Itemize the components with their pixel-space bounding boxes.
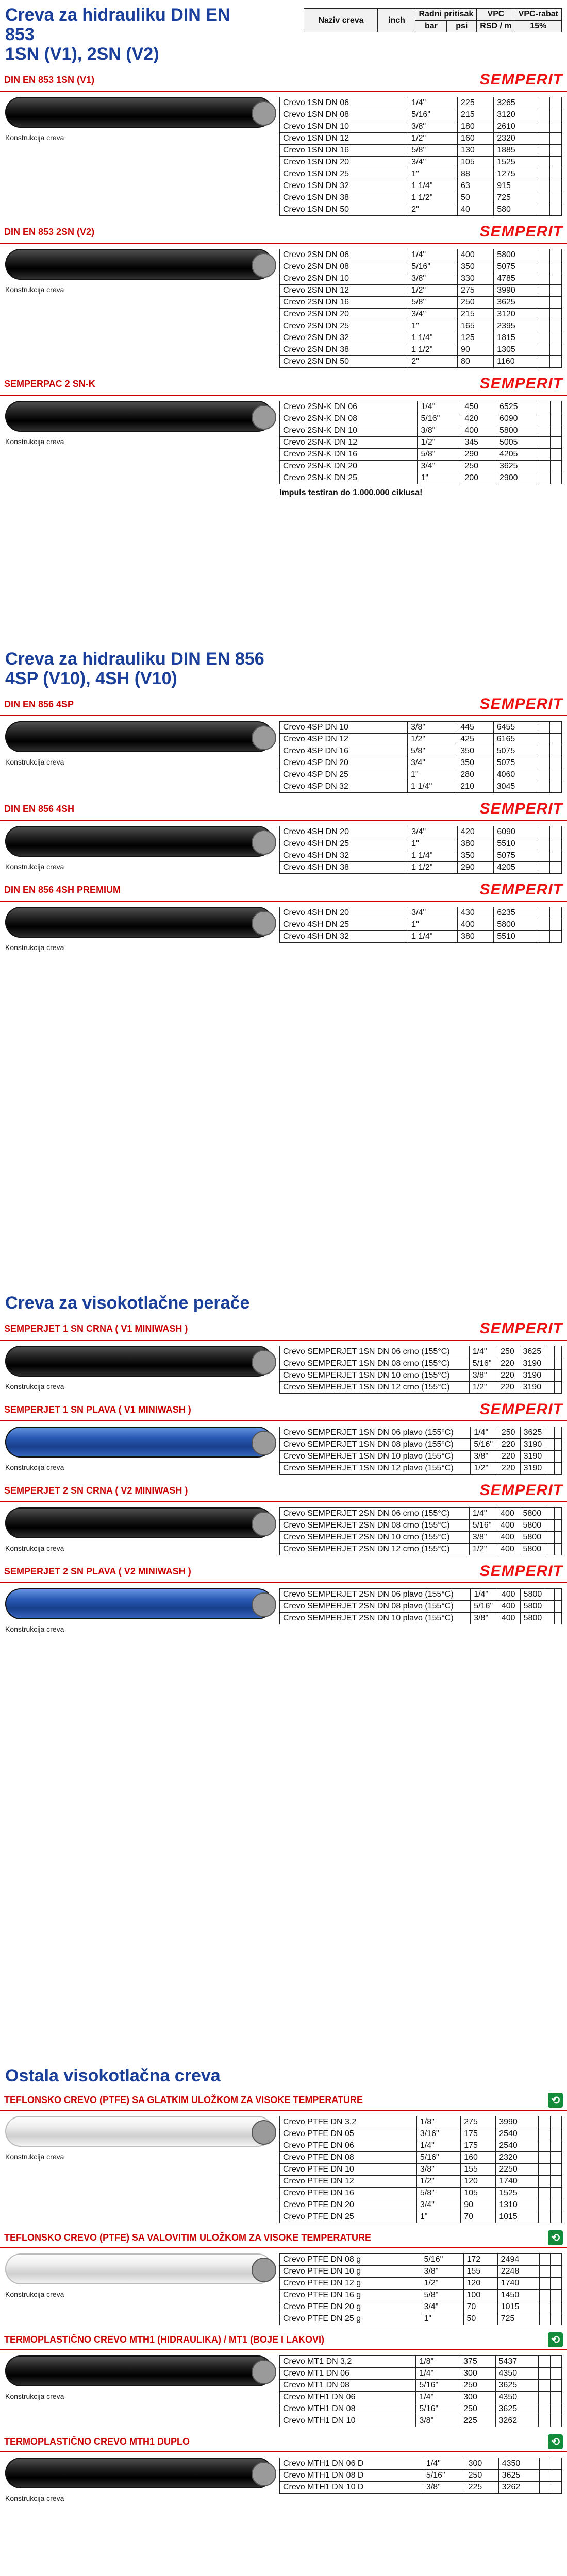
- col-rsd: RSD / m: [477, 21, 515, 32]
- section-title: TEFLONSKO CREVO (PTFE) SA GLATKIM ULOŽKOM ZA VISOKE TEMPERATURE: [4, 2095, 363, 2105]
- group-2-title-line1: Creva za hidrauliku DIN EN 856: [5, 649, 264, 669]
- section-title: SEMPERJET 2 SN CRNA ( V2 MINIWASH ): [4, 1485, 188, 1496]
- eurocrevo-logo: ⟲: [548, 2434, 563, 2449]
- group-1-title-line1: Creva za hidrauliku DIN EN 853: [5, 5, 230, 44]
- section-semperjet-1sn-blue: [0, 1399, 567, 1421]
- section-title: TEFLONSKO CREVO (PTFE) SA VALOVITIM ULOŽKOM ZA VISOKE TEMPERATURE: [4, 2232, 372, 2243]
- col-vpc: VPC: [477, 9, 515, 21]
- col-pressure: Radni pritisak: [415, 9, 477, 21]
- section-title: DIN EN 856 4SP: [4, 699, 74, 709]
- table-mth1-duplo: Crevo MTH1 DN 06 D 1/4" 300 4350 Crevo MTH1 DN 08 D 5/16" 250 3625 Crevo MTH1 DN 10 D 3/8" 225 3262: [279, 2458, 562, 2494]
- section-title: SEMPERJET 1 SN PLAVA ( V1 MINIWASH ): [4, 1404, 191, 1415]
- section-title: TERMOPLASTIČNO CREVO MTH1 (HIDRAULIKA) / MT1 (BOJE I LAKOVI): [4, 2334, 324, 2345]
- table-1sn: Crevo 1SN DN 06 1/4" 225 3265 Crevo 1SN DN 08 5/16" 215 3120 Crevo 1SN DN 10 3/8" 180 2610 Crevo 1SN DN 12 1/2" 160 2320 Crevo 1SN DN 16 5/8" 130 1885 Crevo 1SN DN 20 3/4" 105 1525 Crevo 1SN DN 25 1" 88 1275 Crevo 1SN DN 32 1 1/4" 63 915 Crevo 1SN DN 38 1 1/2" 50 725 Crevo 1SN DN 50 2" 40 580: [279, 97, 562, 216]
- hose-image-mth1-duplo: [5, 2458, 273, 2488]
- table-4sp: Crevo 4SP DN 10 3/8" 445 6455 Crevo 4SP DN 12 1/2" 425 6165 Crevo 4SP DN 16 5/8" 350 5075 Crevo 4SP DN 20 3/4" 350 5075 Crevo 4SP DN 25 1" 280 4060 Crevo 4SP DN 32 1 1/4" 210 3045: [279, 721, 562, 793]
- col-15: 15%: [515, 21, 561, 32]
- col-bar: bar: [415, 21, 447, 32]
- table-semperjet-2sn-blue: Crevo SEMPERJET 2SN DN 06 plavo (155°C) 1/4" 400 5800 Crevo SEMPERJET 2SN DN 08 plavo (155°C) 5/16" 400 5800 Crevo SEMPERJET 2SN DN 10 plavo (155°C) 3/8" 400 5800: [279, 1588, 562, 1624]
- hose-image-semperjet-black: [5, 1346, 273, 1377]
- brand-logo: SEMPERIT: [479, 71, 563, 88]
- col-inch: inch: [378, 9, 415, 32]
- group-3: Creva za visokotlačne perače SEMPERJET 1 SN CRNA ( V1 MINIWASH ) SEMPERIT Konstrukcija creva Crevo SEMPERJET 1SN DN 06 crno (155°C) 1/4" 250 3625 Crevo SEMPERJET 1SN DN 08 crno (155°C) 5/16" 220 3190 Crevo SEMPERJET 1SN DN 10 crno (155°C) 3/8" 220 3190 Crevo SEMPERJET 1SN DN 12 crno (155°C) 1/2" 220 3190 SEMPERJET 1 SN PLAVA ( V1 MINIWASH ) SEMPERIT Konstrukcija creva Crevo SEMPERJET 1SN DN 06 plavo (155°C) 1/4" 250 3625 Crevo SEMPERJET 1SN DN 08 plavo (155°C) 5/16" 220 3190 Crevo SEMPERJET 1SN DN 10 plavo (155°C) 3/8" 220 3190 Crevo SEMPERJET 1SN DN 12 plavo (155°C) 1/2" 220 3190 SEMPERJET 2 SN CRNA ( V2 MINIWASH ) SEMPERIT Konstrukcija creva Crevo SEMPERJET 2SN DN 06 crno (155°C) 1/4" 400 5800 Crevo SEMPERJET 2SN DN 08 crno (155°C) 5/16" 400 5800 Crevo SEMPERJET 2SN DN 10 crno (155°C) 3/8" 400 5800 Crevo SEMPERJET 2SN DN 12 crno (155°C) 1/2" 400 5800 SEMPERJET 2 SN PLAVA ( V2 MINIWASH ) SEMPERIT Konstrukcija creva Crevo SEMPERJET 2SN DN 06 plavo (155°C) 1/4" 400 5800 Crevo SEMPERJET 2SN DN 08 plavo (155°C) 5/16" 400 5800 Crevo SEMPERJET 2SN DN 10 plavo (155°C) 3/8" 400 5800: [0, 1293, 567, 1639]
- section-title: DIN EN 853 1SN (V1): [4, 74, 95, 85]
- hose-image-4sh: [5, 826, 273, 857]
- section-title: DIN EN 856 4SH PREMIUM: [4, 884, 121, 895]
- hose-image-2sn: [5, 249, 273, 280]
- table-mth1: Crevo MT1 DN 3,2 1/8" 375 5437 Crevo MT1 DN 06 1/4" 300 4350 Crevo MT1 DN 08 5/16" 250 3625 Crevo MTH1 DN 06 1/4" 300 4350 Crevo MTH1 DN 08 5/16" 250 3625 Crevo MTH1 DN 10 3/8" 225 3262: [279, 2355, 562, 2427]
- table-2sn: Crevo 2SN DN 06 1/4" 400 5800 Crevo 2SN DN 08 5/16" 350 5075 Crevo 2SN DN 10 3/8" 330 4785 Crevo 2SN DN 12 1/2" 275 3990 Crevo 2SN DN 16 5/8" 250 3625 Crevo 2SN DN 20 3/4" 215 3120 Crevo 2SN DN 25 1" 165 2395 Crevo 2SN DN 32 1 1/4" 125 1815 Crevo 2SN DN 38 1 1/2" 90 1305 Crevo 2SN DN 50 2" 80 1160: [279, 249, 562, 368]
- brand-logo: SEMPERIT: [479, 1482, 563, 1499]
- group-3-title: Creva za visokotlačne perače: [5, 1293, 250, 1313]
- group-4: Ostala visokotlačna creva TEFLONSKO CREVO (PTFE) SA GLATKIM ULOŽKOM ZA VISOKE TEMPERATURE ⟲ Konstrukcija creva Crevo PTFE DN 3,2 1/8" 275 3990 Crevo PTFE DN 05 3/16" 175 2540 Crevo PTFE DN 06 1/4" 175 2540 Crevo PTFE DN 08 5/16" 160 2320 Crevo PTFE DN 10 3/8" 155 2250 Crevo PTFE DN 12 1/2" 120 1740 Crevo PTFE DN 16 5/8" 105 1525 Crevo PTFE DN 20 3/4" 90 1310 Crevo PTFE DN 25 1" 70 1015 TEFLONSKO CREVO (PTFE) SA VALOVITIM ULOŽKOM ZA VISOKE TEMPERATURE ⟲ Konstrukcija creva Crevo PTFE DN 08 g 5/16" 172 2494 Crevo PTFE DN 10 g 3/8" 155 2248 Crevo PTFE DN 12 g 1/2" 120 1740 Crevo PTFE DN 16 g 5/8" 100 1450 Crevo PTFE DN 20 g 3/4" 70 1015 Crevo PTFE DN 25 g 1" 50 725 TERMOPLASTIČNO CREVO MTH1 (HIDRAULIKA) / MT1 (BOJE I LAKOVI) ⟲ Konstrukcija creva Crevo MT1 DN 3,2 1/8" 375 5437 Crevo MT1 DN 06 1/4" 300 4350 Crevo MT1 DN 08 5/16" 250 3625 Crevo MTH1 DN 06 1/4" 300 4350 Crevo MTH1 DN 08 5/16" 250 3625 Crevo MTH1 DN 10 3/8" 225 3262 TERMOPLASTIČNO CREVO MTH1 DUPLO ⟲ Konstrukcija creva Crevo MTH1 DN 06 D 1/4" 300 4350 Crevo MTH1 DN 08 D 5/16" 250 3625 Crevo MTH1 DN 10 D 3/8" 225 3262: [0, 2066, 567, 2508]
- eurocrevo-logo: ⟲: [548, 2230, 563, 2245]
- eurocrevo-logo: ⟲: [548, 2332, 563, 2347]
- header-table: [304, 8, 562, 32]
- section-title: SEMPERJET 1 SN CRNA ( V1 MINIWASH ): [4, 1323, 188, 1334]
- section-4sp: [0, 693, 567, 716]
- table-4sh-premium: Crevo 4SH DN 20 3/4" 430 6235 Crevo 4SH DN 25 1" 400 5800 Crevo 4SH DN 32 1 1/4" 380 5510: [279, 907, 562, 943]
- brand-logo: SEMPERIT: [479, 696, 563, 713]
- section-4sh-premium: [0, 879, 567, 902]
- section-semperpac: [0, 373, 567, 396]
- col-psi: psi: [447, 21, 477, 32]
- group-2-title-line2: 4SP (V10), 4SH (V10): [5, 669, 177, 688]
- hose-image-4sh-premium: [5, 907, 273, 938]
- section-semperjet-2sn-blue: [0, 1561, 567, 1583]
- section-din-853-2sn: [0, 221, 567, 244]
- group-4-title: Ostala visokotlačna creva: [5, 2066, 221, 2086]
- section-4sh: [0, 798, 567, 821]
- section-title: DIN EN 856 4SH: [4, 803, 75, 814]
- brand-logo: SEMPERIT: [479, 881, 563, 898]
- table-semperjet-1sn-blue: Crevo SEMPERJET 1SN DN 06 plavo (155°C) 1/4" 250 3625 Crevo SEMPERJET 1SN DN 08 plavo (155°C) 5/16" 220 3190 Crevo SEMPERJET 1SN DN 10 plavo (155°C) 3/8" 220 3190 Crevo SEMPERJET 1SN DN 12 plavo (155°C) 1/2" 220 3190: [279, 1427, 562, 1475]
- brand-logo: SEMPERIT: [479, 223, 563, 240]
- hose-image-semperjet-2sn-blue: [5, 1588, 273, 1619]
- section-title: TERMOPLASTIČNO CREVO MTH1 DUPLO: [4, 2436, 190, 2447]
- table-2snk: Crevo 2SN-K DN 06 1/4" 450 6525 Crevo 2SN-K DN 08 5/16" 420 6090 Crevo 2SN-K DN 10 3/8" 400 5800 Crevo 2SN-K DN 12 1/2" 345 5005 Crevo 2SN-K DN 16 5/8" 290 4205 Crevo 2SN-K DN 20 3/4" 250 3625 Crevo 2SN-K DN 25 1" 200 2900: [279, 401, 562, 484]
- section-title: SEMPERJET 2 SN PLAVA ( V2 MINIWASH ): [4, 1566, 191, 1577]
- section-din-853-1sn: [0, 69, 567, 92]
- hose-image-ptfe-corrugated: [5, 2253, 273, 2284]
- brand-logo: SEMPERIT: [479, 375, 563, 392]
- table-ptfe: Crevo PTFE DN 3,2 1/8" 275 3990 Crevo PTFE DN 05 3/16" 175 2540 Crevo PTFE DN 06 1/4" 175 2540 Crevo PTFE DN 08 5/16" 160 2320 Crevo PTFE DN 10 3/8" 155 2250 Crevo PTFE DN 12 1/2" 120 1740 Crevo PTFE DN 16 5/8" 105 1525 Crevo PTFE DN 20 3/4" 90 1310 Crevo PTFE DN 25 1" 70 1015: [279, 2116, 562, 2223]
- section-mth1: [0, 2330, 567, 2350]
- hose-image-2snk: [5, 401, 273, 432]
- table-4sh: Crevo 4SH DN 20 3/4" 420 6090 Crevo 4SH DN 25 1" 380 5510 Crevo 4SH DN 32 1 1/4" 350 5075 Crevo 4SH DN 38 1 1/2" 290 4205: [279, 826, 562, 874]
- section-semperjet-2sn-black: [0, 1480, 567, 1502]
- brand-logo: SEMPERIT: [479, 1563, 563, 1580]
- table-ptfe-corrugated: Crevo PTFE DN 08 g 5/16" 172 2494 Crevo PTFE DN 10 g 3/8" 155 2248 Crevo PTFE DN 12 g 1/2" 120 1740 Crevo PTFE DN 16 g 5/8" 100 1450 Crevo PTFE DN 20 g 3/4" 70 1015 Crevo PTFE DN 25 g 1" 50 725: [279, 2253, 562, 2325]
- group-1-title-line2: 1SN (V1), 2SN (V2): [5, 44, 159, 64]
- table-semperjet-2sn-black: Crevo SEMPERJET 2SN DN 06 crno (155°C) 1/4" 400 5800 Crevo SEMPERJET 2SN DN 08 crno (155°C) 5/16" 400 5800 Crevo SEMPERJET 2SN DN 10 crno (155°C) 3/8" 400 5800 Crevo SEMPERJET 2SN DN 12 crno (155°C) 1/2" 400 5800: [279, 1507, 562, 1555]
- hose-image-ptfe: [5, 2116, 273, 2147]
- col-vpc-rabat: VPC-rabat: [515, 9, 561, 21]
- hose-image-4sp: [5, 721, 273, 752]
- brand-logo: SEMPERIT: [479, 1320, 563, 1337]
- section-title: SEMPERPAC 2 SN-K: [4, 378, 95, 389]
- brand-logo: SEMPERIT: [479, 800, 563, 817]
- group-1: Creva za hidrauliku DIN EN 853 1SN (V1), 2SN (V2) Naziv creva inch Radni pritisak VPC VPC-rabat bar psi RSD / m 15% DIN EN 853 1SN (V1) SEMPERIT Konstrukcija creva Crevo 1SN DN 06 1/4" 225 3265 Crevo 1SN DN 08 5/16" 215 3120 Crevo 1SN DN 10 3/8" 180 2610 Crevo 1SN DN 12 1/2" 160 2320 Crevo 1SN DN 16 5/8" 130 1885 Crevo 1SN DN 20 3/4" 105 1525 Crevo 1SN DN 25 1" 88 1275 Crevo 1SN DN 32 1 1/4" 63 915 Crevo 1SN DN 38 1 1/2" 50 725 Crevo 1SN DN 50 2" 40 580 DIN EN 853 2SN (V2) SEMPERIT Konstrukcija creva Crevo 2SN DN 06 1/4" 400 5800 Crevo 2SN DN 08 5/16" 350 5075 Crevo 2SN DN 10 3/8" 330 4785 Crevo 2SN DN 12 1/2" 275 3990 Crevo 2SN DN 16 5/8" 250 3625 Crevo 2SN DN 20 3/4" 215 3120 Crevo 2SN DN 25 1" 165 2395 Crevo 2SN DN 32 1 1/4" 125 1815 Crevo 2SN DN 38 1 1/2" 90 1305 Crevo 2SN DN 50 2" 80 1160 SEMPERPAC 2 SN-K SEMPERIT Konstrukcija creva Crevo 2SN-K DN 06 1/4" 450 6525 Crevo 2SN-K DN 08 5/16" 420 6090 Crevo 2SN-K DN 10 3/8" 400 5800 Crevo 2SN-K DN 12 1/2" 345 5005 Crevo 2SN-K DN 16 5/8" 290 4205 Crevo 2SN-K DN 20 3/4" 250 3625 Crevo 2SN-K DN 25 1" 200 2900 Impuls testiran do 1.000.000 ciklusa!: [0, 5, 567, 503]
- section-ptfe-corrugated: [0, 2228, 567, 2248]
- section-semperjet-1sn-black: [0, 1318, 567, 1341]
- impulse-note: Impuls testiran do 1.000.000 ciklusa!: [279, 488, 423, 497]
- section-mth1-duplo: [0, 2432, 567, 2452]
- table-semperjet-1sn-black: Crevo SEMPERJET 1SN DN 06 crno (155°C) 1/4" 250 3625 Crevo SEMPERJET 1SN DN 08 crno (155°C) 5/16" 220 3190 Crevo SEMPERJET 1SN DN 10 crno (155°C) 3/8" 220 3190 Crevo SEMPERJET 1SN DN 12 crno (155°C) 1/2" 220 3190: [279, 1346, 562, 1394]
- brand-logo: SEMPERIT: [479, 1401, 563, 1418]
- col-name: Naziv creva: [304, 9, 378, 32]
- section-ptfe-smooth: [0, 2091, 567, 2111]
- hose-image-1sn: [5, 97, 273, 128]
- hose-image-semperjet-2sn-black: [5, 1507, 273, 1538]
- hose-image-semperjet-blue: [5, 1427, 273, 1458]
- group-2: Creva za hidrauliku DIN EN 856 4SP (V10), 4SH (V10) DIN EN 856 4SP SEMPERIT Konstrukcija creva Crevo 4SP DN 10 3/8" 445 6455 Crevo 4SP DN 12 1/2" 425 6165 Crevo 4SP DN 16 5/8" 350 5075 Crevo 4SP DN 20 3/4" 350 5075 Crevo 4SP DN 25 1" 280 4060 Crevo 4SP DN 32 1 1/4" 210 3045 DIN EN 856 4SH SEMPERIT Konstrukcija creva Crevo 4SH DN 20 3/4" 420 6090 Crevo 4SH DN 25 1" 380 5510 Crevo 4SH DN 32 1 1/4" 350 5075 Crevo 4SH DN 38 1 1/2" 290 4205 DIN EN 856 4SH PREMIUM SEMPERIT Konstrukcija creva Crevo 4SH DN 20 3/4" 430 6235 Crevo 4SH DN 25 1" 400 5800 Crevo 4SH DN 32 1 1/4" 380 5510: [0, 649, 567, 957]
- hose-image-mth1: [5, 2355, 273, 2386]
- eurocrevo-logo: ⟲: [548, 2093, 563, 2108]
- section-title: DIN EN 853 2SN (V2): [4, 226, 95, 237]
